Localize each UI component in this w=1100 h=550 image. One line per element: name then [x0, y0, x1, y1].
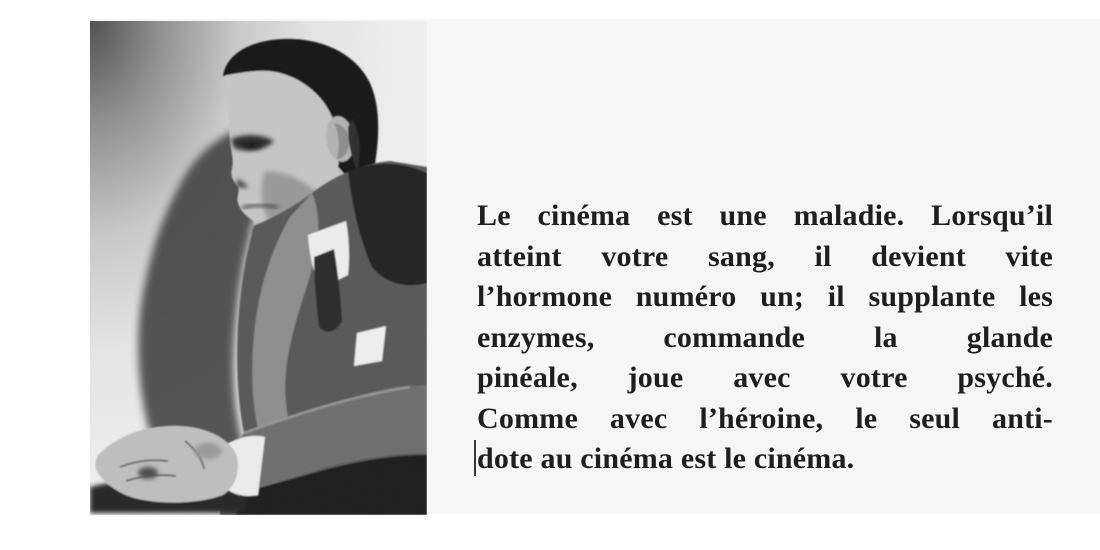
quote-line-6: Comme avec l’héroine, le seul anti- [477, 401, 1053, 435]
quote-line-7: dote au cinéma est le cinéma. [477, 442, 855, 475]
text-cursor [474, 440, 476, 476]
portrait-illustration [90, 21, 427, 515]
quote-line-4: enzymes, commande la glande [477, 320, 1053, 354]
quote-line-2: atteint votre sang, il devient vite [477, 239, 1053, 273]
quote-line-3: l’hormone numéro un; il supplante les [477, 280, 1053, 313]
quote-line-1: Le cinéma est une maladie. Lorsqu’il [477, 199, 1053, 232]
quote-text-block[interactable] [477, 196, 1053, 480]
portrait-photo [90, 21, 427, 515]
quote-line-5: pinéale, joue avec votre psyché. [477, 361, 1053, 394]
